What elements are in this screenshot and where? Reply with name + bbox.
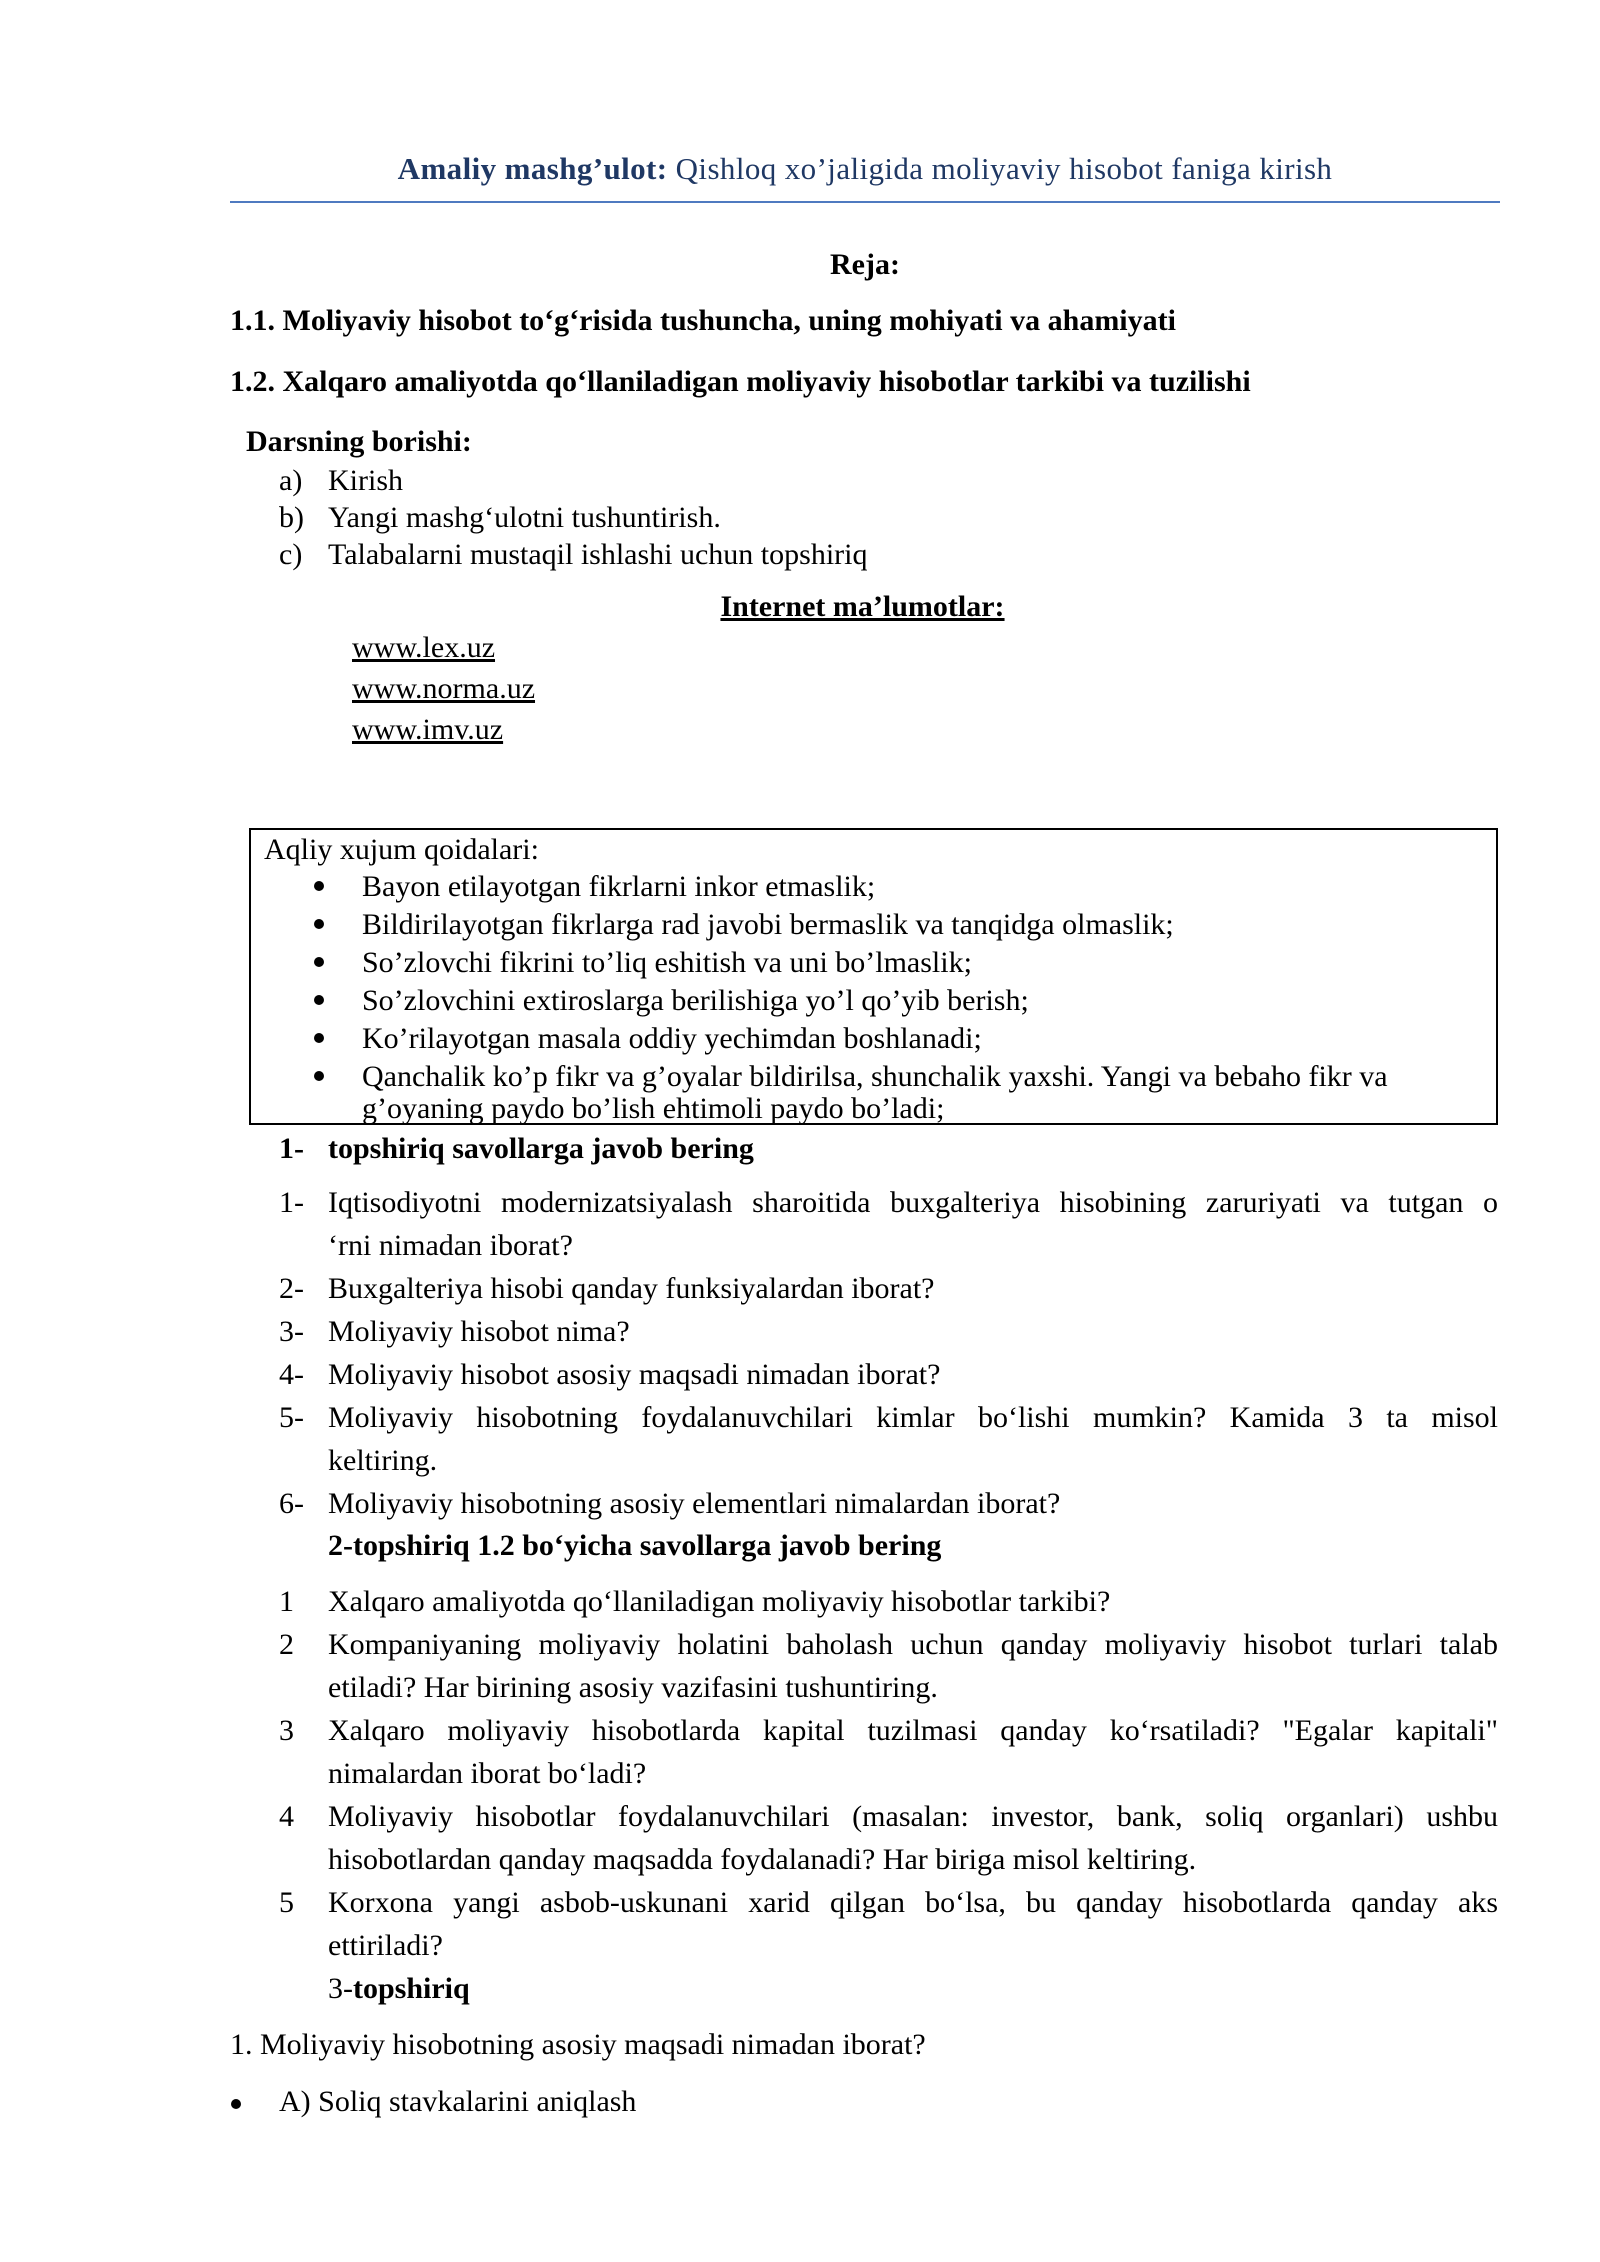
lesson-step-marker: c)	[279, 538, 303, 571]
task3-title: topshiriq	[353, 1972, 470, 2005]
task3-prefix: 3-	[328, 1972, 353, 2005]
rule-item-continued: g’oyaning paydo bo’lish ehtimoli paydo bo’ladi;	[362, 1092, 945, 1125]
task2-question: Moliyaviy hisobotlar foydalanuvchilari (masalan: investor, bank, soliq organlari) ushbu	[328, 1800, 1498, 1833]
task2-q-marker: 2	[279, 1628, 294, 1661]
rules-box	[249, 828, 1498, 1125]
task2-question: Kompaniyaning moliyaviy holatini baholash uchun qanday moliyaviy hisobot turlari talab	[328, 1628, 1498, 1661]
rule-item: Bildirilayotgan fikrlarga rad javobi bermaslik va tanqidga olmaslik;	[362, 907, 1532, 943]
rule-item: Qanchalik ko’p fikr va g’oyalar bildirilsa, shunchalik yaxshi. Yangi va bebaho fikr va	[362, 1059, 1532, 1095]
bullet-icon	[314, 919, 324, 929]
task1-question-cont: ‘rni nimadan iborat?	[328, 1229, 573, 1262]
task3-heading	[328, 1971, 470, 2007]
task1-question: Moliyaviy hisobotning foydalanuvchilari kimlar bo‘lishi mumkin? Kamida 3 ta misol	[328, 1401, 1498, 1434]
task1-q-marker: 4-	[279, 1358, 304, 1391]
lesson-step-marker: a)	[279, 464, 303, 497]
link-lex[interactable]: www.lex.uz	[352, 631, 496, 664]
task2-q-marker: 4	[279, 1800, 294, 1833]
plan-item: 1.2. Xalqaro amaliyotda qo‘llaniladigan moliyaviy hisobotlar tarkibi va tuzilishi	[230, 365, 1251, 398]
task2-question: Xalqaro amaliyotda qo‘llaniladigan moliyaviy hisobotlar tarkibi?	[328, 1585, 1111, 1618]
bullet-icon	[231, 2099, 241, 2109]
task1-q-marker: 5-	[279, 1401, 304, 1434]
task2-question-cont: ettiriladi?	[328, 1929, 443, 1962]
plan-item: 1.1. Moliyaviy hisobot to‘g‘risida tushuncha, uning mohiyati va ahamiyati	[230, 304, 1176, 337]
task1-marker: 1-	[279, 1132, 304, 1165]
rule-item: Ko’rilayotgan masala oddiy yechimdan boshlanadi;	[362, 1021, 1532, 1057]
task3-question: 1. Moliyaviy hisobotning asosiy maqsadi nimadan iborat?	[230, 2028, 926, 2061]
task1-q-marker: 3-	[279, 1315, 304, 1348]
lesson-step-marker: b)	[279, 501, 304, 534]
task1-question-cont: keltiring.	[328, 1444, 438, 1477]
task1-question: Moliyaviy hisobotning asosiy elementlari nimalardan iborat?	[328, 1487, 1061, 1520]
task1-q-marker: 6-	[279, 1487, 304, 1520]
lesson-heading: Darsning borishi:	[246, 425, 472, 458]
title-rest: Qishloq xo’jaligida moliyaviy hisobot faniga kirish	[667, 151, 1333, 186]
task2-question-cont: hisobotlardan qanday maqsadda foydalanadi? Har biriga misol keltiring.	[328, 1843, 1197, 1876]
task1-question: Iqtisodiyotni modernizatsiyalash sharoitida buxgalteriya hisobining zaruriyati va tutgan o	[328, 1186, 1498, 1219]
task2-question: Xalqaro moliyaviy hisobotlarda kapital tuzilmasi qanday ko‘rsatiladi? "Egalar kapitali"	[328, 1714, 1498, 1747]
title-underline	[230, 201, 1500, 203]
bullet-icon	[314, 957, 324, 967]
internet-heading: Internet ma’lumotlar:	[720, 590, 1005, 623]
lesson-step: Yangi mashg‘ulotni tushuntirish.	[328, 501, 721, 534]
plan-heading: Reja:	[830, 248, 900, 281]
link-norma[interactable]: www.norma.uz	[352, 672, 536, 705]
bullet-icon	[314, 995, 324, 1005]
rule-item: So’zlovchini extiroslarga berilishiga yo’l qo’yib berish;	[362, 983, 1532, 1019]
bullet-icon	[314, 1033, 324, 1043]
task2-q-marker: 5	[279, 1886, 294, 1919]
task1-q-marker: 1-	[279, 1186, 304, 1219]
rules-heading: Aqliy xujum qoidalari:	[264, 833, 539, 866]
task2-heading: 2-topshiriq 1.2 bo‘yicha savollarga javob bering	[328, 1529, 942, 1562]
link-imv[interactable]: www.imv.uz	[352, 713, 504, 746]
title-bold: Amaliy mashg’ulot:	[397, 151, 668, 186]
task3-option: A) Soliq stavkalarini aniqlash	[279, 2085, 637, 2118]
bullet-icon	[314, 881, 324, 891]
task1-heading: topshiriq savollarga javob bering	[328, 1132, 754, 1165]
lesson-step: Kirish	[328, 464, 403, 497]
rule-item: So’zlovchi fikrini to’liq eshitish va uni bo’lmaslik;	[362, 945, 1532, 981]
bullet-icon	[314, 1071, 324, 1081]
task2-q-marker: 3	[279, 1714, 294, 1747]
task2-question-cont: nimalardan iborat bo‘ladi?	[328, 1757, 647, 1790]
rule-item: Bayon etilayotgan fikrlarni inkor etmaslik;	[362, 869, 1532, 905]
task1-question: Buxgalteriya hisobi qanday funksiyalardan iborat?	[328, 1272, 935, 1305]
page-title	[230, 150, 1500, 187]
lesson-step: Talabalarni mustaqil ishlashi uchun topshiriq	[328, 538, 868, 571]
task1-question: Moliyaviy hisobot nima?	[328, 1315, 630, 1348]
task1-question: Moliyaviy hisobot asosiy maqsadi nimadan iborat?	[328, 1358, 941, 1391]
task2-question-cont: etiladi? Har birining asosiy vazifasini tushuntiring.	[328, 1671, 938, 1704]
task2-q-marker: 1	[279, 1585, 294, 1618]
task1-q-marker: 2-	[279, 1272, 304, 1305]
task2-question: Korxona yangi asbob-uskunani xarid qilgan bo‘lsa, bu qanday hisobotlarda qanday aks	[328, 1886, 1498, 1919]
